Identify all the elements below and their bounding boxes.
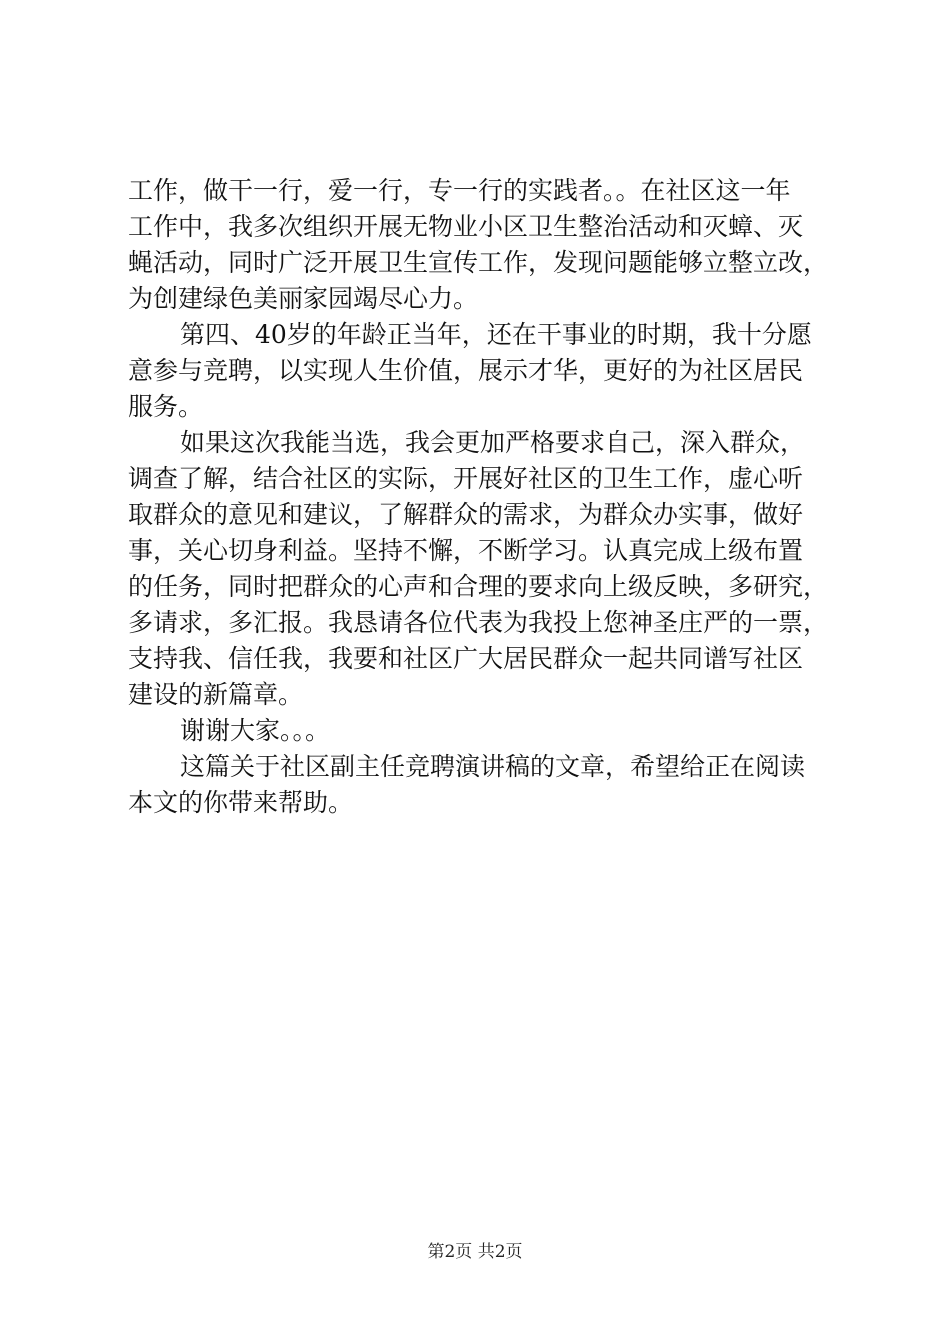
text-line: 为创建绿色美丽家园竭尽心力。 xyxy=(128,284,479,313)
paragraph-first-line: 谢谢大家。。。 xyxy=(180,716,331,745)
paragraph-first-line: 如果这次我能当选，我会更加严格要求自己，深入群众， xyxy=(180,428,806,457)
paragraph-first-line: 第四、40岁的年龄正当年，还在干事业的时期，我十分愿 xyxy=(180,320,812,349)
text-line: 蝇活动，同时广泛开展卫生宣传工作，发现问题能够立整立改， xyxy=(128,248,829,277)
text-line: 多请求，多汇报。我恳请各位代表为我投上您神圣庄严的一票， xyxy=(128,608,829,637)
text-line: 本文的你带来帮助。 xyxy=(128,788,354,817)
page-number-footer: 第2页 共2页 xyxy=(427,1242,523,1262)
text-line: 工作，做干一行，爱一行，专一行的实践者。。在社区这一年 xyxy=(128,176,791,205)
text-line: 支持我、信任我，我要和社区广大居民群众一起共同谱写社区 xyxy=(128,644,804,673)
text-line: 事，关心切身利益。坚持不懈，不断学习。认真完成上级布置 xyxy=(128,536,804,565)
text-line: 工作中，我多次组织开展无物业小区卫生整治活动和灭蟑、灭 xyxy=(128,212,804,241)
text-line: 调查了解，结合社区的实际，开展好社区的卫生工作，虚心听 xyxy=(128,464,804,493)
document-body xyxy=(128,173,828,821)
text-line: 服务。 xyxy=(128,392,204,421)
paragraph-first-line: 这篇关于社区副主任竞聘演讲稿的文章，希望给正在阅读 xyxy=(180,752,806,781)
text-line: 建设的新篇章。 xyxy=(128,680,304,709)
text-line: 的任务，同时把群众的心声和合理的要求向上级反映，多研究， xyxy=(128,572,829,601)
text-line: 取群众的意见和建议，了解群众的需求，为群众办实事，做好 xyxy=(128,500,804,529)
text-line: 意参与竞聘，以实现人生价值，展示才华，更好的为社区居民 xyxy=(128,356,804,385)
